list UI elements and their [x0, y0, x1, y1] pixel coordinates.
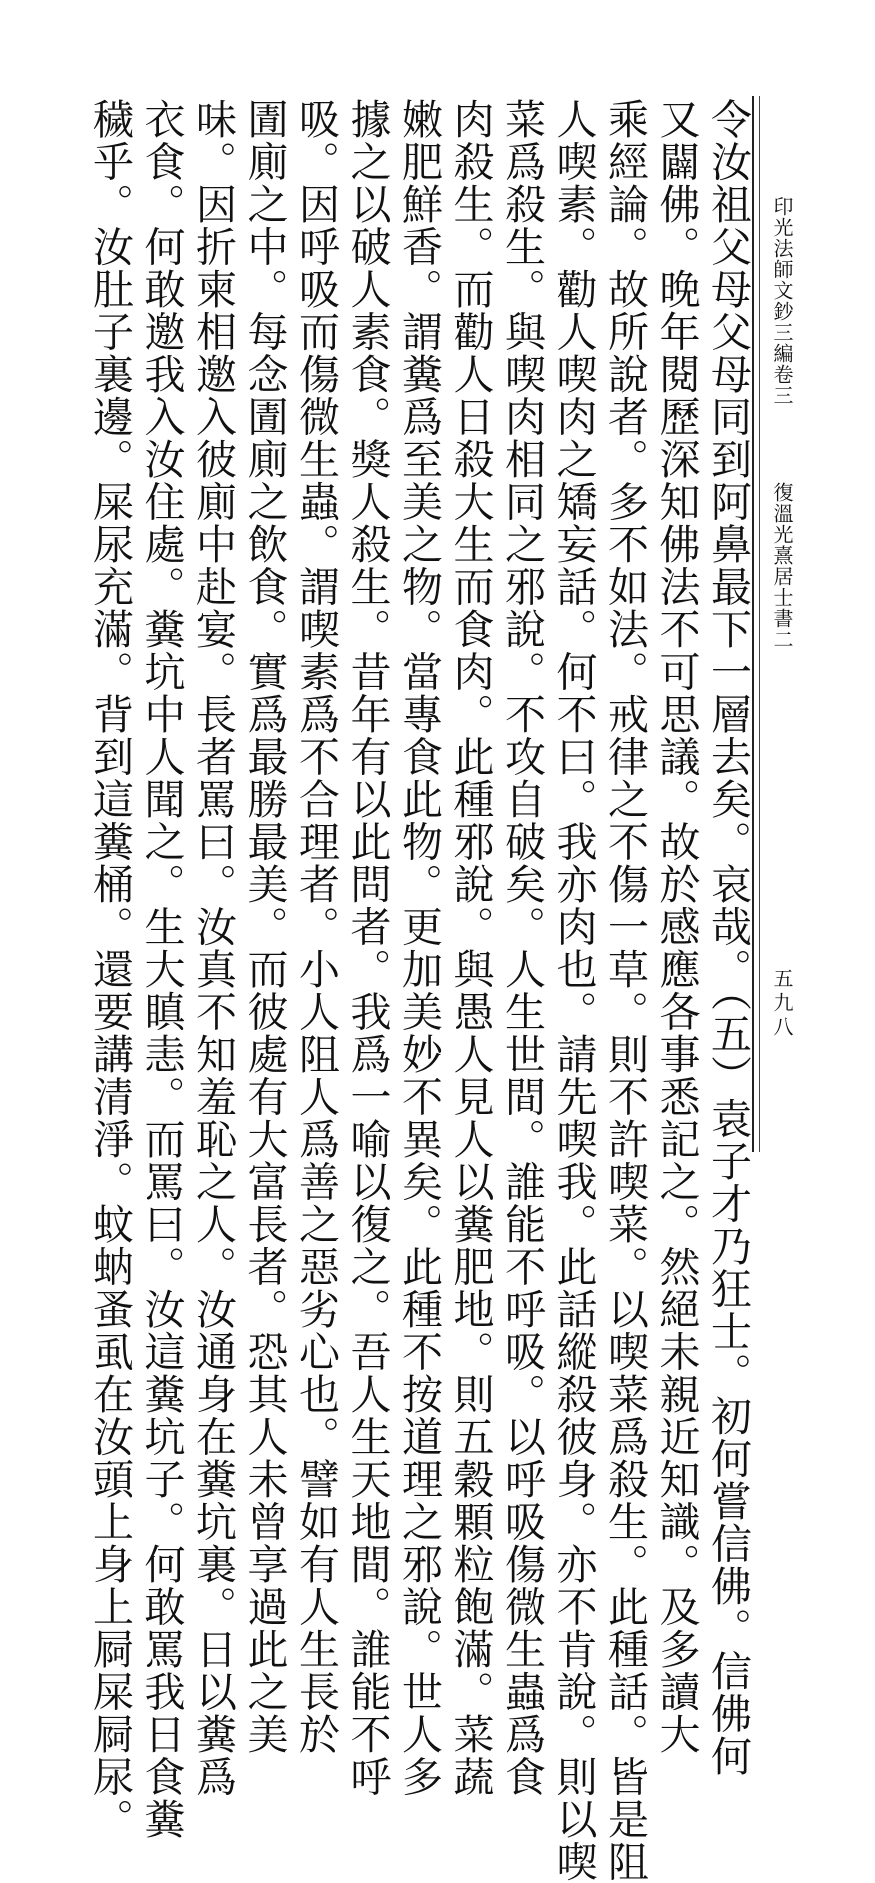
text-column: 乘經論。故所說者。多不如法。戒律之不傷一草。則不許喫菜。以喫菜爲殺生。此種話。皆是阻 — [601, 98, 649, 1883]
text-column: 令汝祖父母父母同到阿鼻最下一層去矣。哀哉。（五）袁子才乃狂士。初何嘗信佛。信佛何 — [704, 98, 752, 1778]
text-column: 又闢佛。晚年閱歷深知佛法不可思議。故於感應各事悉記之。然絕未親近知識。及多讀大 — [652, 98, 701, 1756]
text-column: 衣食。何敢邀我入汝住處。糞坑中人聞之。生大瞋恚。而罵曰。汝這糞坑子。何敢罵我日食糞 — [137, 98, 186, 1841]
text-column: 肉殺生。而勸人日殺大生而食肉。此種邪說。與愚人見人以糞肥地。則五穀顆粒飽滿。菜蔬 — [446, 98, 495, 1798]
text-column: 人喫素。勸人喫肉之矯妄話。何不曰。我亦肉也。請先喫我。此話縱殺彼身。亦不肯說。則以喫 — [549, 98, 598, 1883]
text-column: 圊廁之中。每念圊廁之飲食。實爲最勝最美。而彼處有大富長者。恐其人未曾享過此之美 — [240, 98, 289, 1756]
text-column: 吸。因呼吸而傷微生蟲。謂喫素爲不合理者。小人阻人爲善之惡劣心也。譬如有人生長於 — [292, 98, 340, 1756]
page-number: 五九八 — [770, 968, 794, 1040]
text-column: 嫩肥鮮香。謂糞爲至美之物。當專食此物。更加美妙不異矣。此種不按道理之邪說。世人多 — [395, 98, 443, 1798]
margin-rule-inner — [759, 96, 760, 1152]
text-column: 據之以破人素食。獎人殺生。昔年有以此問者。我爲一喻以復之。吾人生天地間。誰能不呼 — [343, 98, 392, 1798]
text-column: 菜爲殺生。與喫肉相同之邪說。不攻自破矣。人生世間。誰能不呼吸。以呼吸傷微生蟲爲食 — [498, 98, 546, 1798]
main-text-block — [86, 98, 753, 1883]
chapter-title: 復溫光熹居士書二 — [770, 482, 794, 650]
text-column: 穢乎。汝肚子裏邊。屎尿充滿。背到這糞桶。還要講清淨。蚊蚋蚤虱在汝頭上身上屙屎屙尿。 — [86, 98, 134, 1841]
book-title: 印光法師文鈔三編卷三 — [770, 196, 794, 406]
text-column: 味。因折柬相邀入彼廁中赴宴。長者罵曰。汝真不知羞恥之人。汝通身在糞坑裏。日以糞爲 — [189, 98, 237, 1798]
